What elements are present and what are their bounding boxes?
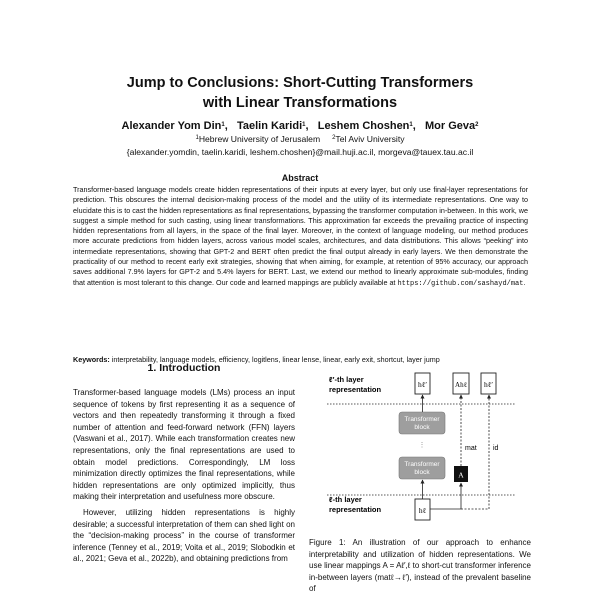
top-layer-label-1: ℓ′-th layer	[329, 375, 364, 384]
author-name: Leshem Choshen	[317, 120, 410, 132]
id-path-label: id	[493, 445, 499, 452]
intro-paragraph-1: Transformer-based language models (LMs) process an input sequence of tokens by first representing it as a sequence of vectors and then repeatedly transforming it through a fixed number of attention and feed-forward network (FFN) layers (Vaswani et al., 2017). While each transformation creates new representations, only the final representations are used to obtain model predictions. Correspondingly, LM loss minimization directly optimizes the final representations, while hidden representations are only optimized implicitly, thus making their interpretation and usefulness more obscure.	[73, 388, 295, 502]
h-top-mid-label: Ahℓ	[455, 381, 467, 389]
author-affil-mark: 1	[409, 122, 413, 128]
transformer-block-lower-label-2: block	[414, 469, 430, 476]
author-affil-mark: 1	[221, 122, 225, 128]
affiliations	[0, 134, 600, 145]
matrix-a-label: A	[458, 470, 464, 480]
abstract-heading: Abstract	[281, 173, 319, 183]
affiliation: Hebrew University of Jerusalem	[198, 134, 321, 144]
paper-title	[0, 73, 600, 113]
abstract-body: Transformer-based language models create hidden representations of their inputs at every layer, but only use final-layer representations for prediction. This obscures the internal decision-making process of the model and the utility of its intermediate representations. One way to elucidate this is to cast the hidden representations as final representations, bypassing the transformer computation in-between. In this work, we suggest a simple method for such casting, using linear transformations. This approximation far exceeds the prevailing practice of inspecting hidden representations from all layers, in the space of the final layer. Moreover, in the context of language modeling, our method produces more accurate predictions from hidden layers, across various model scales, architectures, and data distributions. This allows “peeking” into intermediate representations, showing that GPT-2 and BERT often predict the final output already in early layers. We then demonstrate the practicality of our method to recent early exit strategies, showing that when aiming, for example, at retention of 95% accuracy, our approach saves additional 7.9% layers for GPT-2 and 5.4% layers for BERT. Last, we extend our method to linearly approximate sub-modules, finding that attention is most tolerant to this change. Our code and learned mappings are publicly available at https://github.com/sashayd/mat.	[73, 185, 528, 288]
figure-1-diagram	[309, 362, 531, 528]
transformer-block-lower-label-1: Transformer	[404, 461, 440, 468]
section-heading-introduction: 1. Introduction	[147, 362, 221, 374]
author-emails: {alexander.yomdin, taelin.karidi, leshem.choshen}@mail.huji.ac.il, morgeva@tauex.tau.ac.il	[126, 147, 474, 157]
affil-mark: 2	[332, 135, 336, 141]
intro-paragraph-2: However, utilizing hidden representations is highly desirable; a successful interpretation of them can shed light on the “decision-making process” in the course of transformer inference (Tenney et al., 2019; Voita et al., 2019; Slobodkin et al., 2021; Geva et al., 2022b), and obtaining predictions from	[73, 507, 295, 564]
vertical-ellipsis: ⋮	[418, 442, 426, 449]
h-bottom-label: hℓ	[418, 506, 427, 515]
arrow-identity-path	[461, 395, 489, 509]
bottom-layer-label-2: representation	[329, 505, 382, 514]
author-affil-mark: 2	[475, 122, 479, 128]
bottom-layer-label-1: ℓ-th layer	[329, 495, 362, 504]
abstract-text: Transformer-based language models create hidden representations of their inputs at every layer, but only use final-layer representations for prediction. This obscures the internal decision-making process of the model and the utility of its intermediate representations. One way to elucidate this is to cast the hidden representations as final representations, bypassing the transformer computation in-between. In this work, we suggest a simple method for such casting, using linear transformations. This approximation far exceeds the prevailing practice of inspecting hidden representations from all layers, in the space of the final layer. Moreover, in the context of language modeling, our method produces more accurate predictions from hidden layers, across various model scales, architectures, and data distributions. This allows “peeking” into intermediate representations, showing that GPT-2 and BERT often predict the final output already in early layers. We then demonstrate the practicality of our method to recent early exit strategies, showing that when aiming, for example, at retention of 95% accuracy, our approach saves additional 7.9% layers for GPT-2 and 5.4% layers for BERT. Last, we extend our method to linearly approximate sub-modules, finding that attention is most tolerant to this change. Our code and learned mappings are publicly available at	[73, 185, 528, 287]
title-line-2: with Linear Transformations	[202, 95, 398, 111]
h-top-right-label: hℓ′	[484, 380, 493, 389]
author-name: Mor Geva	[424, 120, 476, 132]
top-layer-label-2: representation	[329, 385, 382, 394]
arrow-bottom-to-matrix	[430, 483, 461, 509]
affil-mark: 1	[195, 135, 199, 141]
author-affil-mark: 1	[302, 122, 306, 128]
figure-1-caption: Figure 1: An illustration of our approach to enhance interpretability and utilization of hidden representations. We use linear mappings A = Aℓ′,ℓ to short-cut transformer inference in-between layers (matℓ→ℓ′), instead of the prevalent baseline of	[309, 538, 531, 594]
h-top-left-label: hℓ′	[418, 380, 427, 389]
affiliation: Tel Aviv University	[335, 134, 405, 144]
title-line-1: Jump to Conclusions: Short-Cutting Transformers	[126, 75, 474, 91]
author-list: Alexander Yom Din$^1$, Taelin Karidi$^1$, Leshem Choshen$^1$, Mor Geva$^2$	[121, 120, 479, 132]
code-url-link[interactable]: https://github.com/sashayd/mat	[397, 279, 524, 288]
keywords-label: Keywords:	[73, 355, 110, 364]
author-name: Alexander Yom Din	[121, 120, 222, 132]
author-name: Taelin Karidi	[236, 120, 303, 132]
transformer-block-upper-label-1: Transformer	[404, 416, 440, 423]
transformer-block-upper-label-2: block	[414, 424, 430, 431]
keywords-text: interpretability, language models, efficiency, logitlens, linear lense, linear, early exit, shortcut, layer jump	[111, 355, 440, 364]
mat-path-label: mat	[465, 445, 477, 452]
introduction-body	[73, 387, 295, 569]
